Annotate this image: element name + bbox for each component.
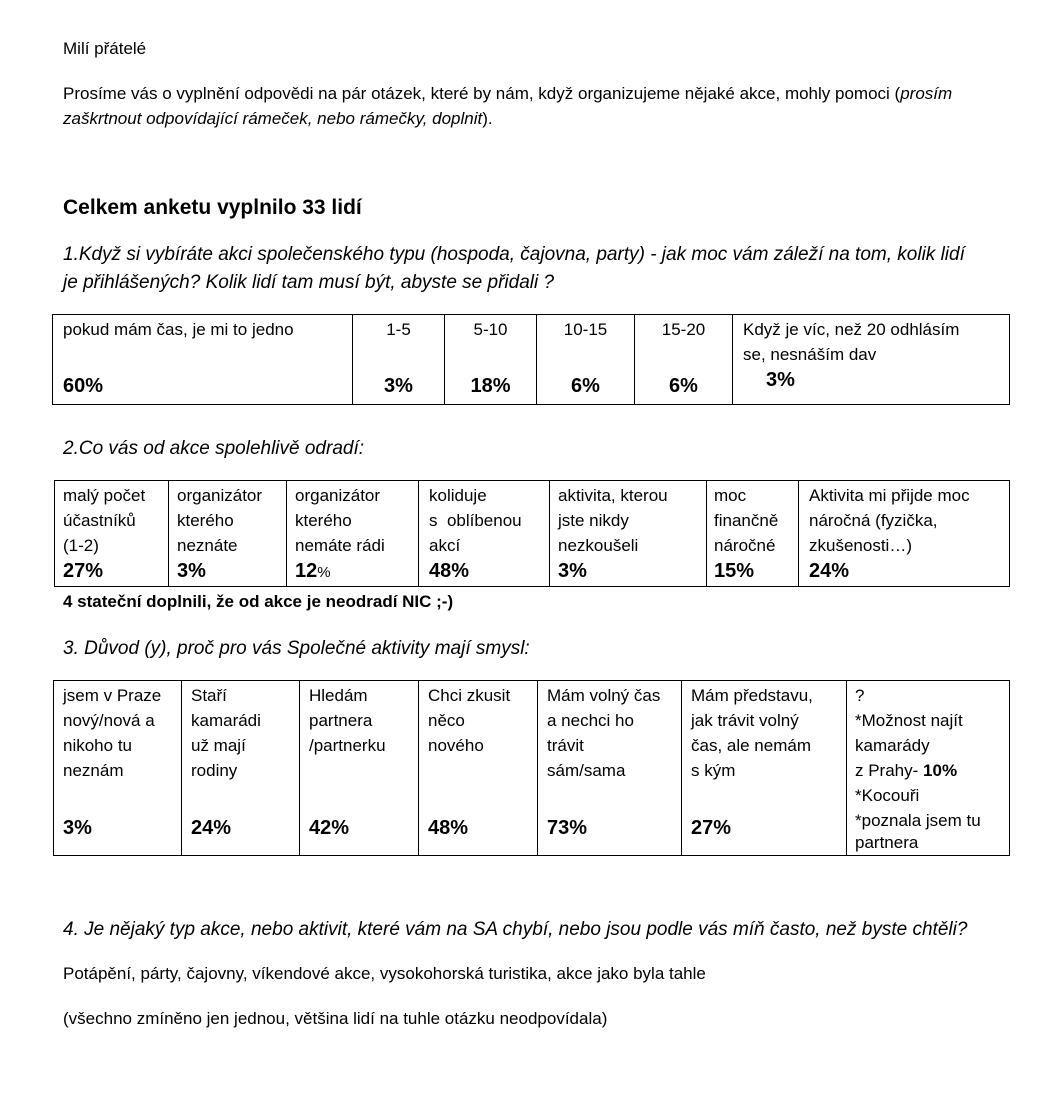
q3-option: Mám představu, jak trávit volný čas, ale nemám s kým 27% (682, 681, 847, 856)
q3-question: 3. Důvod (y), proč pro vás Společné aktivity mají smysl: (63, 638, 530, 659)
q1-question-line2: je přihlášených? Kolik lidí tam musí být, abyste se přidali ? (63, 272, 555, 293)
q1-option: Když je víc, než 20 odhlásím se, nesnáším dav 3% (733, 315, 1010, 405)
q4-note: (všechno zmíněno jen jednou, většina lidí na tuhle otázku neodpovídala) (63, 1009, 608, 1028)
q2-option: moc finančně náročné 15% (707, 481, 799, 587)
intro-main: Prosíme vás o vyplnění odpovědi na pár otázek, které by nám, když organizujeme nějaké akce, mohly pomoci ( (63, 84, 901, 103)
q1-option: 10-15 6% (537, 315, 635, 405)
q2-note: 4 stateční doplnili, že od akce je neodradí NIC ;-) (63, 592, 454, 611)
q3-option-other: ? *Možnost najít kamarády z Prahy- 10% *Kocouři *poznala jsem tu partnera (847, 681, 1010, 856)
q1-question (63, 241, 1053, 297)
q1-question-line1: 1.Když si vybíráte akci společenského typu (hospoda, čajovna, party) - jak moc vám záleží na tom, kolik lidí (63, 244, 965, 265)
q1-option: 5-10 18% (445, 315, 537, 405)
q2-option: organizátor kterého nemáte rádi 12% (287, 481, 419, 587)
intro-italic-2: zaškrtnout odpovídající rámeček, nebo rámečky, doplnit (63, 109, 483, 128)
q1-table (52, 314, 1010, 405)
q1-option: 15-20 6% (635, 315, 733, 405)
q2-option: organizátor kterého neznáte 3% (169, 481, 287, 587)
q3-option: jsem v Praze nový/nová a nikoho tu neznám 3% (54, 681, 182, 856)
q4-answer: Potápění, párty, čajovny, víkendové akce, vysokohorská turistika, akce jako byla tahle (63, 964, 706, 983)
q3-option: Hledám partnera /partnerku 42% (300, 681, 419, 856)
q2-option: aktivita, kterou jste nikdy nezkoušeli 3% (550, 481, 707, 587)
intro-paragraph (63, 81, 1043, 131)
q3-option: Staří kamarádi už mají rodiny 24% (182, 681, 300, 856)
q3-table (53, 680, 1010, 856)
summary-heading: Celkem anketu vyplnilo 33 lidí (63, 196, 362, 219)
intro-italic-1: prosím (900, 84, 953, 103)
greeting: Milí přátelé (63, 39, 147, 58)
q2-question: 2.Co vás od akce spolehlivě odradí: (63, 438, 365, 459)
q2-option: malý počet účastníků (1-2) 27% (55, 481, 169, 587)
q3-option: Mám volný čas a nechci ho trávit sám/sama 73% (538, 681, 682, 856)
q2-option: koliduje s oblíbenou akcí 48% (419, 481, 550, 587)
q4-question: 4. Je nějaký typ akce, nebo aktivit, které vám na SA chybí, nebo jsou podle vás míň často, než byste chtěli? (63, 919, 968, 940)
q1-option: 1-5 3% (353, 315, 445, 405)
intro-end: ). (482, 109, 493, 128)
q2-table (54, 480, 1010, 587)
q2-option: Aktivita mi přijde moc náročná (fyzička, zkušenosti…) 24% (799, 481, 1010, 587)
q3-option: Chci zkusit něco nového 48% (419, 681, 538, 856)
q1-option: pokud mám čas, je mi to jedno 60% (53, 315, 353, 405)
